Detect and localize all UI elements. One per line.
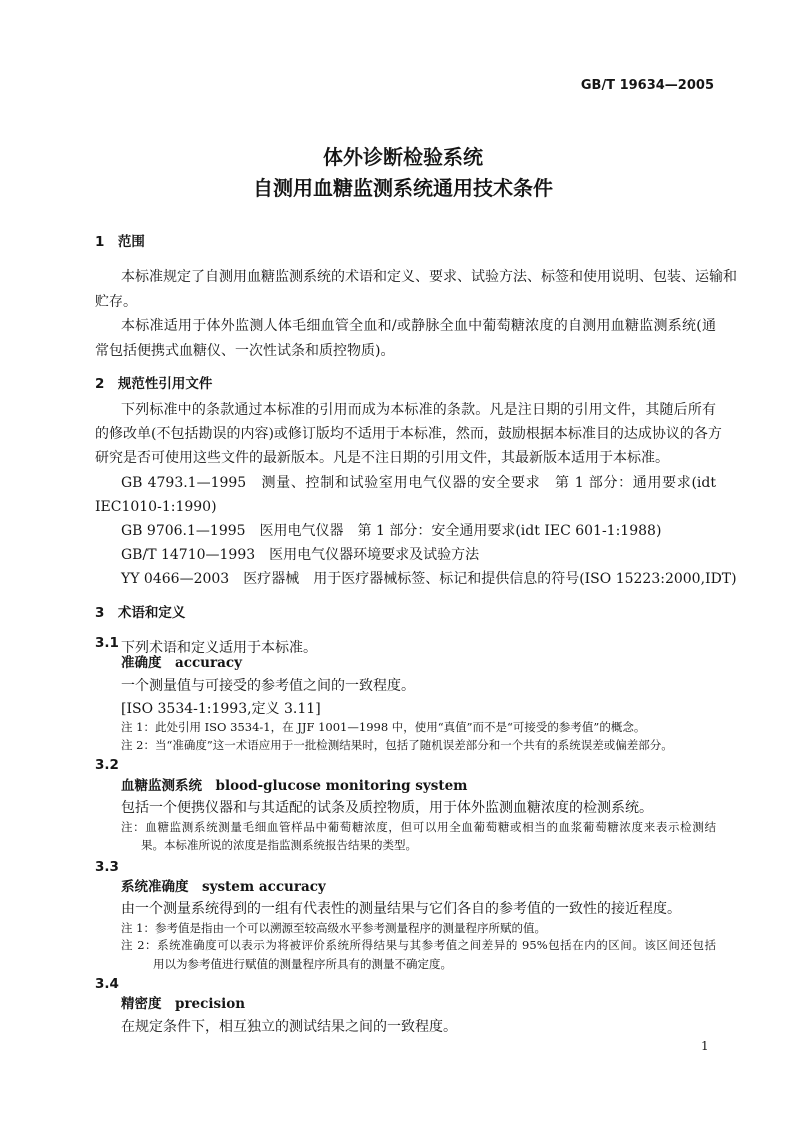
term-note: 果。本标准所说的浓度是指监测系统报告结果的类型。 bbox=[141, 838, 417, 852]
term-note: 注 1：参考值是指由一个可以溯源至较高级水平参考测量程序的测量程序所赋的值。 bbox=[121, 921, 546, 935]
reference-item: GB/T 14710—1993 医用电气仪器环境要求及试验方法 bbox=[121, 547, 480, 563]
paragraph: 下列标准中的条款通过本标准的引用而成为本标准的条款。凡是注日期的引用文件，其随后所有 bbox=[121, 402, 716, 418]
section-3-heading: 3 术语和定义 bbox=[95, 605, 186, 621]
reference-item: YY 0466—2003 医疗器械 用于医疗器械标签、标记和提供信息的符号(ISO 15223:2000,IDT) bbox=[121, 571, 737, 587]
paragraph: 下列术语和定义适用于本标准。 bbox=[121, 640, 317, 656]
title-line-1: 体外诊断检验系统 bbox=[323, 145, 483, 169]
term-title: 准确度 accuracy bbox=[121, 655, 242, 671]
reference-item: IEC1010-1:1990) bbox=[95, 499, 217, 515]
term-source: [ISO 3534-1:1993,定义 3.11] bbox=[121, 701, 321, 717]
term-note: 注：血糖监测系统测量毛细血管样品中葡萄糖浓度，但可以用全血葡萄糖或相当的血浆葡萄糖浓度来表示检测结 bbox=[121, 820, 716, 834]
title-line-2: 自测用血糖监测系统通用技术条件 bbox=[253, 176, 553, 200]
paragraph: 本标准适用于体外监测人体毛细血管全血和/或静脉全血中葡萄糖浓度的自测用血糖监测系统(通 bbox=[121, 318, 716, 334]
term-note: 注 1：此处引用 ISO 3534-1，在 JJF 1001—1998 中，使用“真值”而不是“可接受的参考值”的概念。 bbox=[121, 720, 646, 734]
section-2-heading: 2 规范性引用文件 bbox=[95, 376, 213, 392]
reference-item: GB 9706.1—1995 医用电气仪器 第 1 部分：安全通用要求(idt IEC 601-1:1988) bbox=[121, 523, 662, 539]
paragraph: 研究是否可使用这些文件的最新版本。凡是不注日期的引用文件，其最新版本适用于本标准。 bbox=[95, 450, 669, 466]
term-number: 3.2 bbox=[95, 757, 119, 773]
paragraph: 常包括便携式血糖仪、一次性试条和质控物质)。 bbox=[95, 343, 395, 359]
term-definition: 一个测量值与可接受的参考值之间的一致程度。 bbox=[121, 678, 415, 694]
term-definition: 由一个测量系统得到的一组有代表性的测量结果与它们各自的参考值的一致性的接近程度。 bbox=[121, 901, 681, 917]
term-note: 注 2：系统准确度可以表示为将被评价系统所得结果与其参考值之间差异的 95%包括在内的区间。该区间还包括 bbox=[121, 938, 716, 952]
term-title: 精密度 precision bbox=[121, 996, 246, 1012]
page-number: 1 bbox=[701, 1039, 709, 1053]
term-note: 注 2：当“准确度”这一术语应用于一批检测结果时，包括了随机误差部分和一个共有的系统误差或偏差部分。 bbox=[121, 738, 673, 752]
section-1-heading: 1 范围 bbox=[95, 234, 145, 250]
term-definition: 在规定条件下，相互独立的测试结果之间的一致程度。 bbox=[121, 1019, 457, 1035]
paragraph: 贮存。 bbox=[95, 294, 137, 310]
paragraph: 本标准规定了自测用血糖监测系统的术语和定义、要求、试验方法、标签和使用说明、包装、运输和 bbox=[121, 269, 737, 285]
standard-number: GB/T 19634—2005 bbox=[580, 78, 714, 93]
reference-item: GB 4793.1—1995 测量、控制和试验室用电气仪器的安全要求 第 1 部分：通用要求(idt bbox=[121, 475, 716, 491]
term-title: 血糖监测系统 blood-glucose monitoring system bbox=[121, 778, 468, 794]
term-note: 用以为参考值进行赋值的测量程序所具有的测量不确定度。 bbox=[153, 957, 452, 971]
term-number: 3.1 bbox=[95, 635, 119, 651]
term-definition: 包括一个便携仪器和与其适配的试条及质控物质，用于体外监测血糖浓度的检测系统。 bbox=[121, 800, 653, 816]
term-number: 3.3 bbox=[95, 859, 119, 875]
term-number: 3.4 bbox=[95, 976, 119, 992]
paragraph: 的修改单(不包括勘误的内容)或修订版均不适用于本标准，然而，鼓励根据本标准目的达成协议的各方 bbox=[95, 426, 722, 442]
term-title: 系统准确度 system accuracy bbox=[121, 879, 326, 895]
